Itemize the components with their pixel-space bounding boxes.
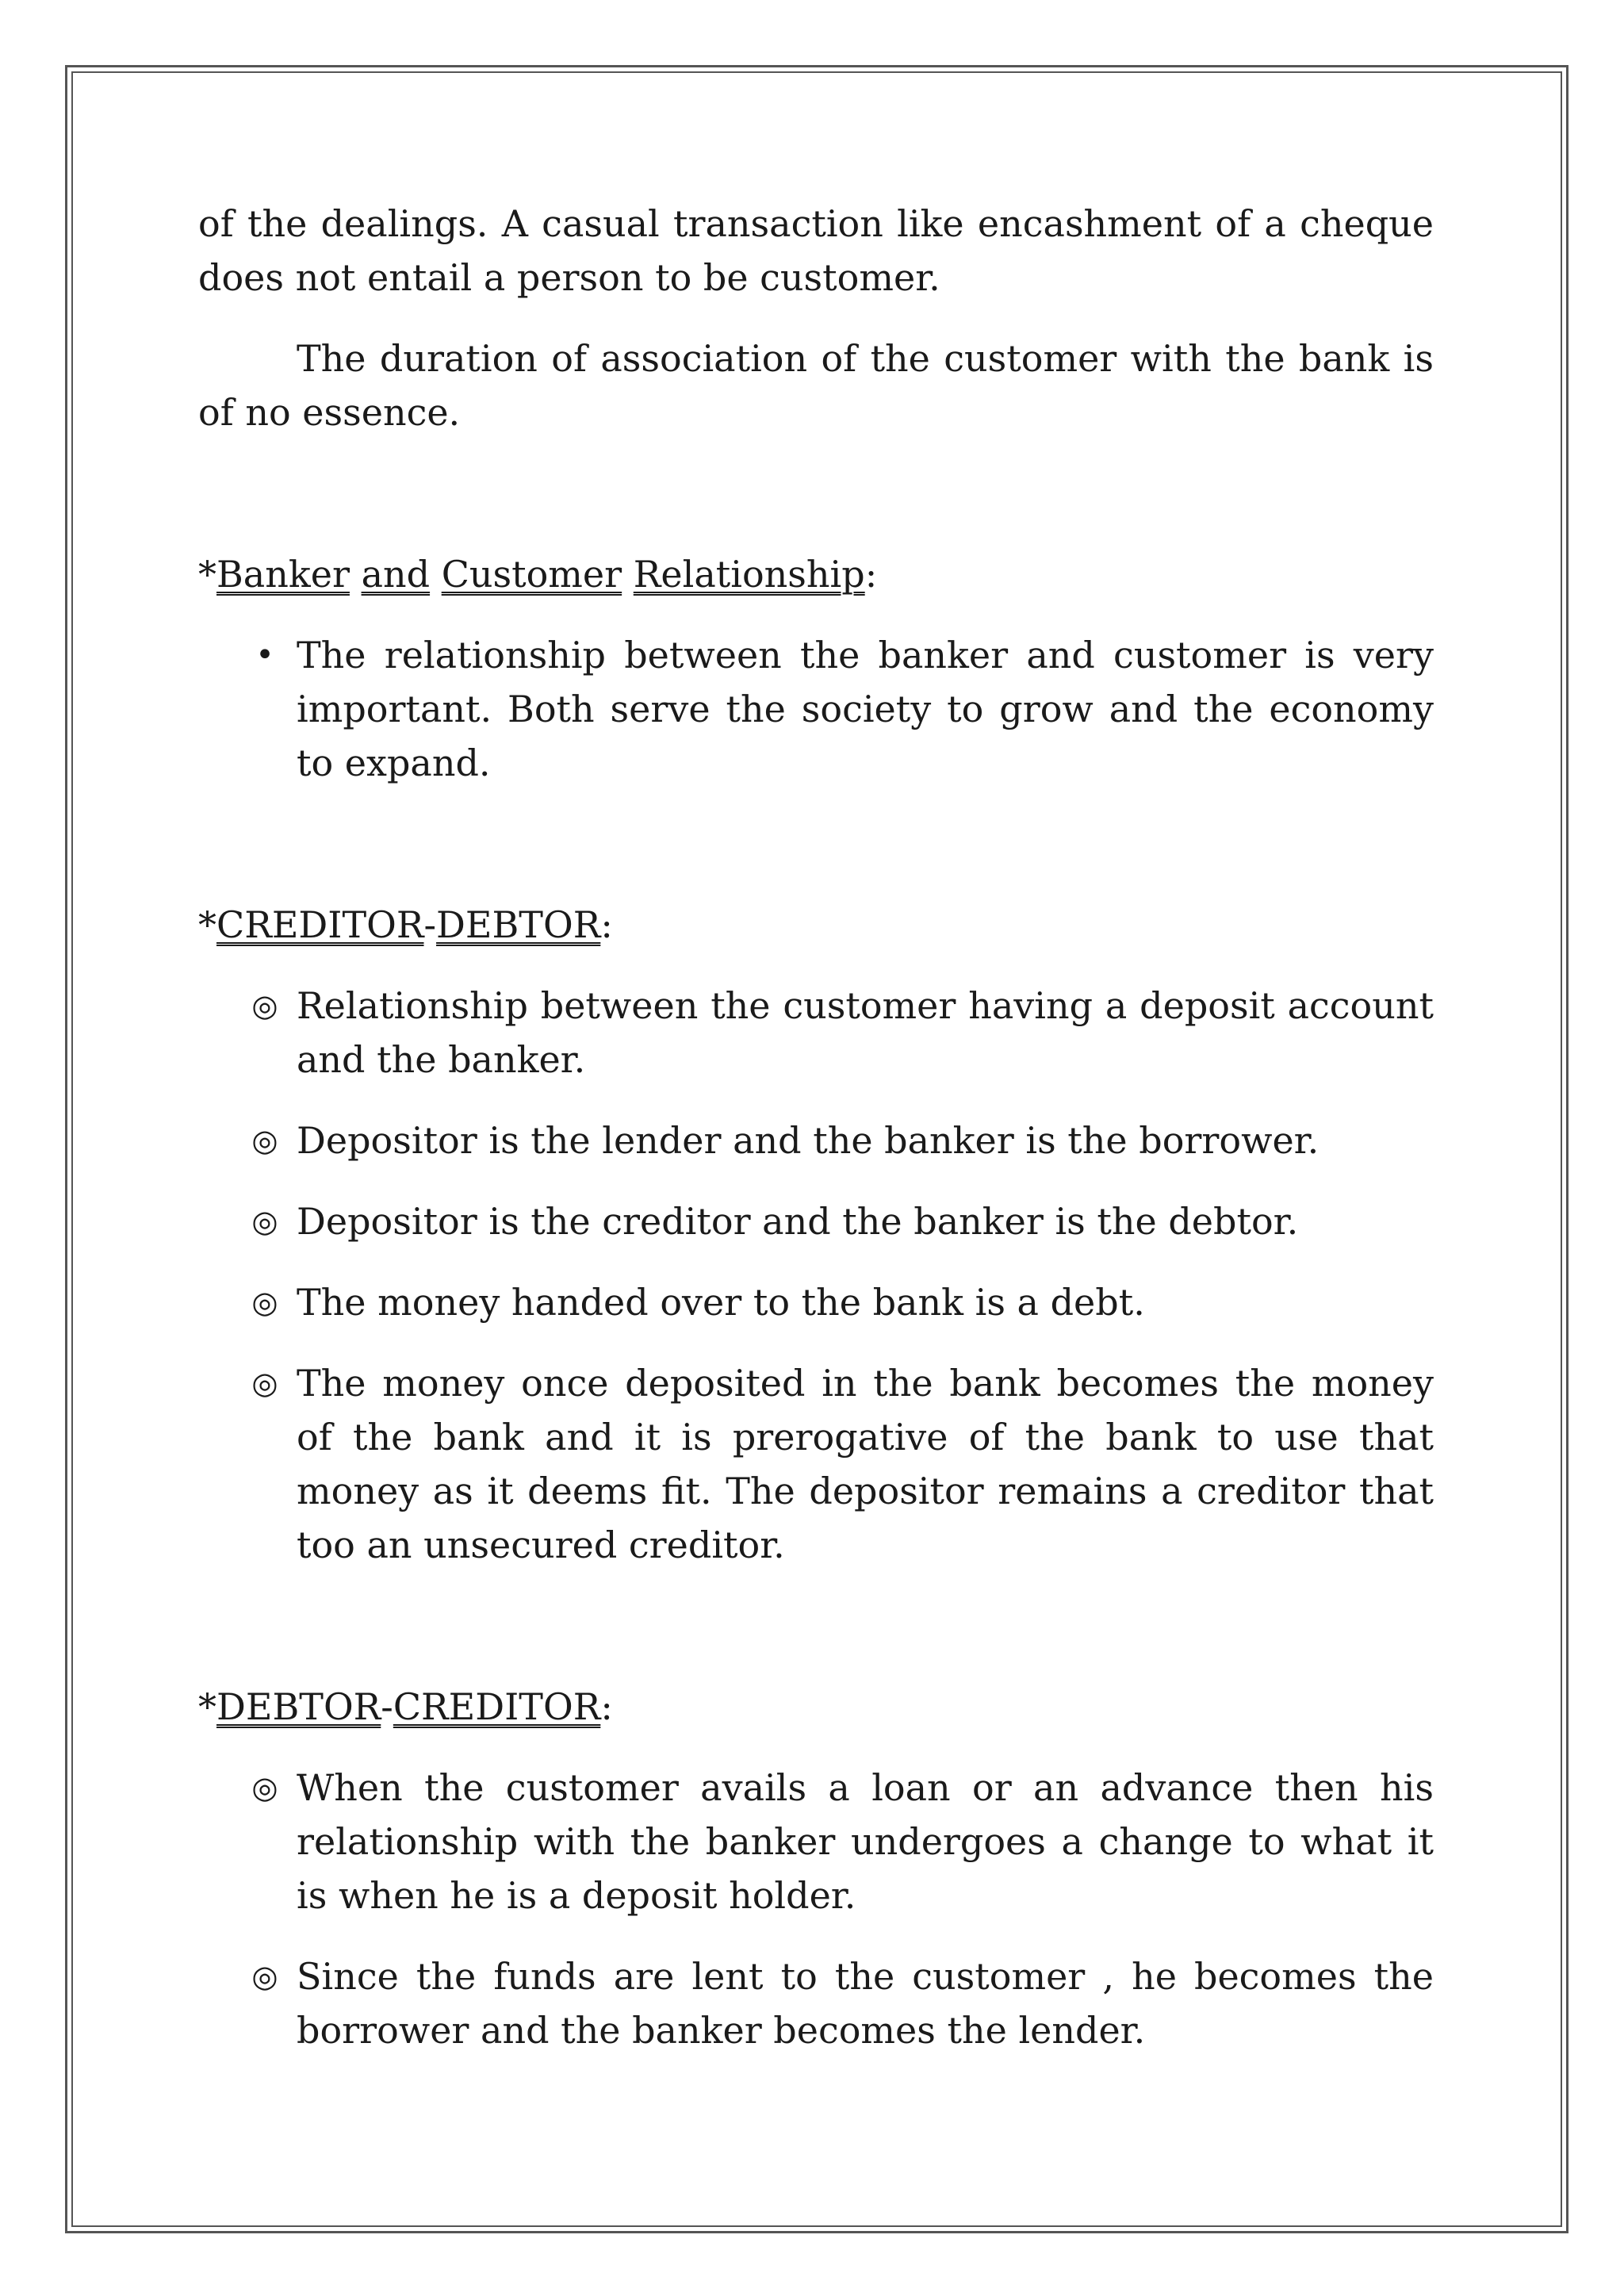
heading-word: DEBTOR: [216, 1685, 381, 1728]
heading-prefix: *: [198, 903, 216, 946]
list-item-text: Relationship between the customer having a deposit account and the banker.: [297, 984, 1434, 1081]
list-item: [198, 1275, 1434, 1329]
target-bullet-icon: ◎: [251, 1204, 278, 1239]
heading-space: [622, 553, 634, 596]
heading-space: [350, 553, 362, 596]
list-item: [198, 979, 1434, 1087]
bullet-dot-icon: •: [255, 637, 274, 673]
heading-word: Banker: [216, 553, 350, 596]
list-item: [198, 1114, 1434, 1167]
list-item: [198, 1194, 1434, 1248]
section-heading-creditor-debtor: [198, 898, 1434, 952]
heading-space: [430, 553, 442, 596]
section-heading-debtor-creditor: [198, 1680, 1434, 1734]
heading-separator: -: [381, 1685, 393, 1728]
target-bullet-icon: ◎: [251, 988, 278, 1023]
list-item: [198, 1761, 1434, 1922]
heading-word: and: [361, 553, 431, 596]
list-item: [198, 1356, 1434, 1572]
bullet-list-creditor-debtor: [198, 979, 1434, 1572]
heading-word: Customer: [441, 553, 622, 596]
heading-separator: -: [423, 903, 437, 946]
bullet-list-banker-customer: [198, 628, 1434, 790]
section-heading-banker-customer: [198, 547, 1434, 601]
heading-word: CREDITOR: [216, 903, 424, 946]
target-bullet-icon: ◎: [251, 1285, 278, 1320]
heading-word: Relationship: [633, 553, 865, 596]
list-item-text: Depositor is the lender and the banker is the borrower.: [297, 1119, 1320, 1162]
heading-suffix: :: [600, 903, 613, 946]
heading-suffix: :: [600, 1685, 613, 1728]
intro-paragraph-2: The duration of association of the customer with the bank is of no essence.: [198, 337, 1434, 434]
list-item-text: The relationship between the banker and customer is very important. Both serve the society to grow and the economy to expand.: [297, 634, 1434, 784]
heading-prefix: *: [198, 553, 216, 596]
list-item-text: The money handed over to the bank is a debt.: [297, 1281, 1145, 1324]
heading-word: DEBTOR: [436, 903, 601, 946]
heading-word: CREDITOR: [393, 1685, 601, 1728]
heading-suffix: :: [864, 553, 878, 596]
target-bullet-icon: ◎: [251, 1959, 278, 1994]
target-bullet-icon: ◎: [251, 1366, 278, 1401]
list-item-text: The money once deposited in the bank becomes the money of the bank and it is prerogative of the bank to use that money as it deems fit. The depositor remains a creditor that too an unsecured creditor.: [297, 1362, 1434, 1566]
list-item: [198, 628, 1434, 790]
target-bullet-icon: ◎: [251, 1123, 278, 1158]
document-body: [198, 197, 1434, 2057]
bullet-list-debtor-creditor: [198, 1761, 1434, 2057]
list-item-text: Since the funds are lent to the customer , he becomes the borrower and the banker becomes the lender.: [297, 1955, 1434, 2052]
list-item-text: When the customer avails a loan or an advance then his relationship with the banker undergoes a change to what it is when he is a deposit holder.: [297, 1766, 1434, 1917]
target-bullet-icon: ◎: [251, 1770, 278, 1805]
intro-paragraph-1: of the dealings. A casual transaction like encashment of a cheque does not entail a person to be customer.: [198, 202, 1434, 299]
list-item-text: Depositor is the creditor and the banker is the debtor.: [297, 1200, 1299, 1243]
heading-prefix: *: [198, 1685, 216, 1728]
list-item: [198, 1949, 1434, 2057]
